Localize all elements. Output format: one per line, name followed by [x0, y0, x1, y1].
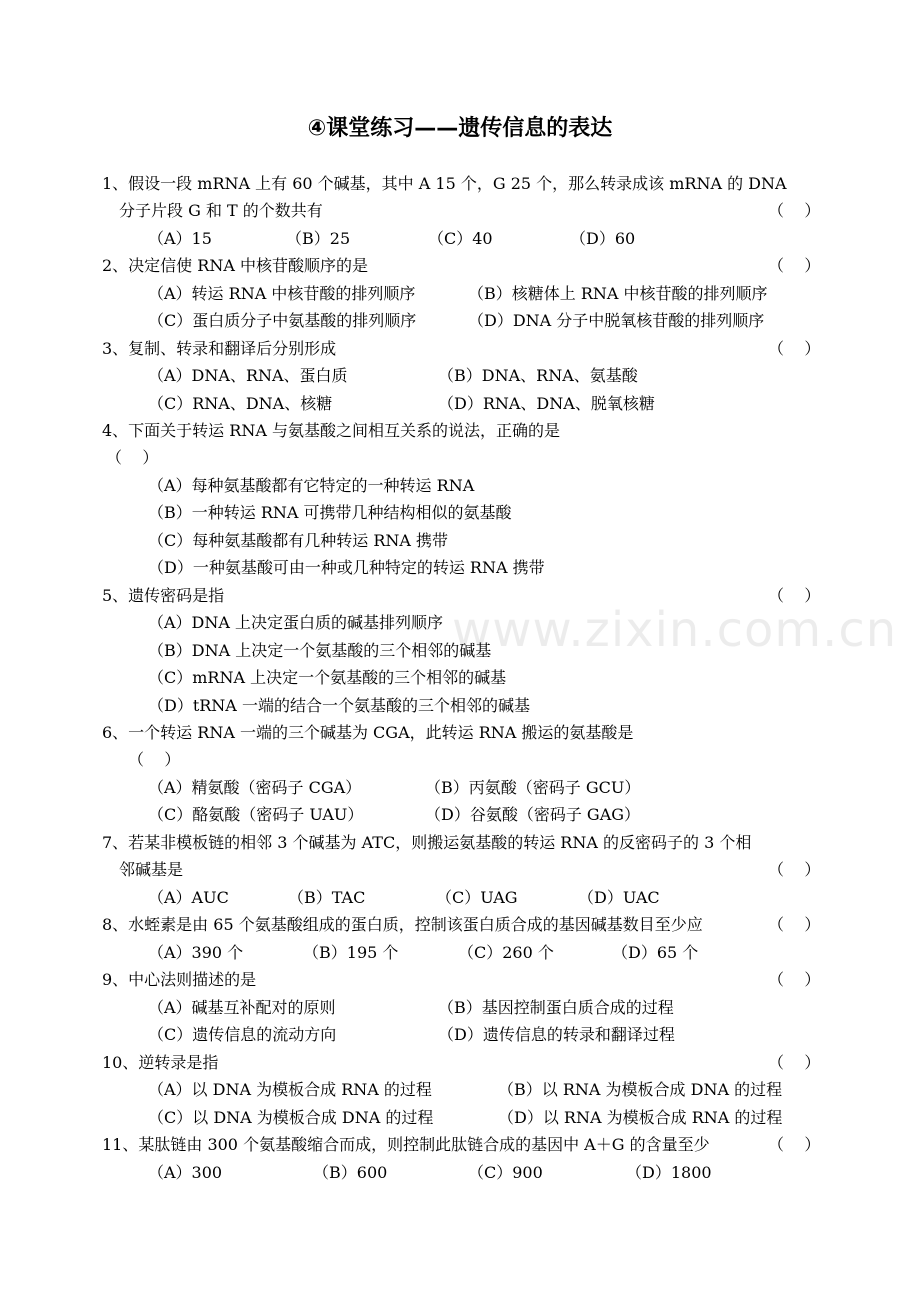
- page-title: ④课堂练习——遗传信息的表达: [307, 116, 613, 141]
- question-7-stem-cont: 邻碱基是: [119, 860, 184, 879]
- q9-option-b: （B）基因控制蛋白质合成的过程: [438, 998, 674, 1017]
- q10-option-a: （A）以 DNA 为模板合成 RNA 的过程: [148, 1080, 432, 1099]
- q4-option-b: （B）一种转运 RNA 可携带几种结构相似的氨基酸: [148, 503, 512, 522]
- q11-option-d: （D）1800: [626, 1163, 712, 1182]
- q7-option-c: （C）UAG: [436, 888, 518, 907]
- question-3-stem: 3、复制、转录和翻译后分别形成: [102, 339, 337, 358]
- question-5-stem: 5、遗传密码是指: [102, 586, 225, 605]
- q6-option-a: （A）精氨酸（密码子 CGA）: [148, 778, 362, 797]
- answer-paren: （ ）: [768, 1135, 821, 1154]
- question-1-stem: 1、假设一段 mRNA 上有 60 个碱基，其中 A 15 个，G 25 个，那么转录成该 mRNA 的 DNA: [102, 174, 787, 193]
- q8-option-c: （C）260 个: [458, 943, 554, 962]
- q5-option-c: （C）mRNA 上决定一个氨基酸的三个相邻的碱基: [148, 668, 507, 687]
- question-7-stem: 7、若某非模板链的相邻 3 个碱基为 ATC，则搬运氨基酸的转运 RNA 的反密码子的 3 个相: [102, 833, 752, 852]
- q10-option-c: （C）以 DNA 为模板合成 DNA 的过程: [148, 1108, 434, 1127]
- q3-option-b: （B）DNA、RNA、氨基酸: [438, 366, 638, 385]
- q11-option-c: （C）900: [468, 1163, 543, 1182]
- question-11-stem: 11、某肽链由 300 个氨基酸缩合而成，则控制此肽链合成的基因中 A＋G 的含量至少: [102, 1135, 710, 1154]
- q3-option-a: （A）DNA、RNA、蛋白质: [148, 366, 348, 385]
- q10-option-d: （D）以 RNA 为模板合成 RNA 的过程: [498, 1108, 783, 1127]
- q3-option-d: （D）RNA、DNA、脱氧核糖: [438, 394, 655, 413]
- q2-option-a: （A）转运 RNA 中核苷酸的排列顺序: [148, 284, 416, 303]
- question-2-stem: 2、决定信使 RNA 中核苷酸顺序的是: [102, 256, 368, 275]
- q8-option-b: （B）195 个: [303, 943, 399, 962]
- answer-paren: （ ）: [768, 201, 821, 220]
- q1-option-d: （D）60: [570, 229, 636, 248]
- question-4-stem: 4、下面关于转运 RNA 与氨基酸之间相互关系的说法，正确的是: [102, 421, 560, 440]
- answer-paren: （ ）: [128, 750, 181, 769]
- q8-option-d: （D）65 个: [612, 943, 699, 962]
- q7-option-d: （D）UAC: [578, 888, 660, 907]
- q6-option-b: （B）丙氨酸（密码子 GCU）: [425, 778, 641, 797]
- q11-option-a: （A）300: [148, 1163, 223, 1182]
- answer-paren: （ ）: [768, 1053, 821, 1072]
- q7-option-b: （B）TAC: [288, 888, 366, 907]
- q2-option-c: （C）蛋白质分子中氨基酸的排列顺序: [148, 311, 417, 330]
- q11-option-b: （B）600: [313, 1163, 388, 1182]
- question-8-stem: 8、水蛭素是由 65 个氨基酸组成的蛋白质，控制该蛋白质合成的基因碱基数目至少应: [102, 915, 703, 934]
- q9-option-a: （A）碱基互补配对的原则: [148, 998, 336, 1017]
- q2-option-d: （D）DNA 分子中脱氧核苷酸的排列顺序: [468, 311, 765, 330]
- q1-option-a: （A）15: [148, 229, 212, 248]
- answer-paren: （ ）: [768, 586, 821, 605]
- q1-option-c: （C）40: [428, 229, 493, 248]
- answer-paren: （ ）: [768, 915, 821, 934]
- q1-option-b: （B）25: [286, 229, 351, 248]
- q6-option-d: （D）谷氨酸（密码子 GAG）: [425, 805, 641, 824]
- question-9-stem: 9、中心法则描述的是: [102, 970, 257, 989]
- q3-option-c: （C）RNA、DNA、核糖: [148, 394, 333, 413]
- q2-option-b: （B）核糖体上 RNA 中核苷酸的排列顺序: [468, 284, 768, 303]
- q6-option-c: （C）酪氨酸（密码子 UAU）: [148, 805, 364, 824]
- q7-option-a: （A）AUC: [148, 888, 229, 907]
- watermark: www.zixin.com.cn: [452, 602, 898, 658]
- answer-paren: （ ）: [106, 448, 159, 467]
- q5-option-d: （D）tRNA 一端的结合一个氨基酸的三个相邻的碱基: [148, 696, 530, 715]
- question-6-stem: 6、一个转运 RNA 一端的三个碱基为 CGA，此转运 RNA 搬运的氨基酸是: [102, 723, 634, 742]
- answer-paren: （ ）: [768, 339, 821, 358]
- q4-option-a: （A）每种氨基酸都有它特定的一种转运 RNA: [148, 476, 475, 495]
- q4-option-d: （D）一种氨基酸可由一种或几种特定的转运 RNA 携带: [148, 558, 545, 577]
- answer-paren: （ ）: [768, 256, 821, 275]
- q8-option-a: （A）390 个: [148, 943, 244, 962]
- q5-option-a: （A）DNA 上决定蛋白质的碱基排列顺序: [148, 613, 444, 632]
- answer-paren: （ ）: [768, 970, 821, 989]
- question-10-stem: 10、逆转录是指: [102, 1053, 219, 1072]
- q5-option-b: （B）DNA 上决定一个氨基酸的三个相邻的碱基: [148, 641, 492, 660]
- q9-option-c: （C）遗传信息的流动方向: [148, 1025, 337, 1044]
- question-1-stem-cont: 分子片段 G 和 T 的个数共有: [119, 201, 323, 220]
- q4-option-c: （C）每种氨基酸都有几种转运 RNA 携带: [148, 531, 449, 550]
- q10-option-b: （B）以 RNA 为模板合成 DNA 的过程: [498, 1080, 783, 1099]
- answer-paren: （ ）: [768, 860, 821, 879]
- q9-option-d: （D）遗传信息的转录和翻译过程: [438, 1025, 675, 1044]
